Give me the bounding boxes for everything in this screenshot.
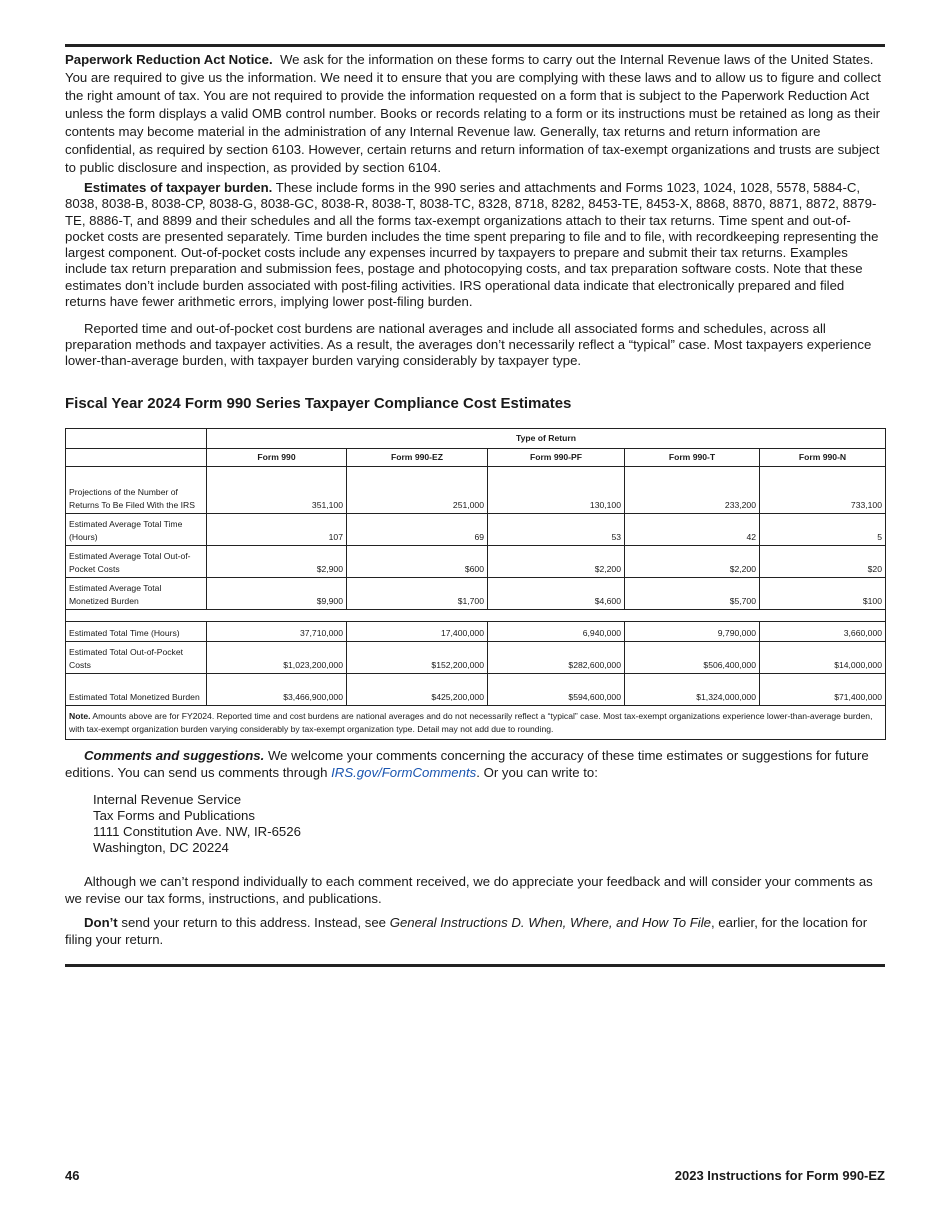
page-number: 46 [65, 1168, 80, 1183]
value-cell: $20 [760, 546, 886, 578]
corner-cell [66, 429, 207, 449]
form-comments-link[interactable]: IRS.gov/FormComments [331, 765, 477, 780]
row-label: Estimated Average Total Monetized Burden [66, 578, 207, 610]
comments-text-end: . Or you can write to: [476, 765, 598, 780]
value-cell: $3,466,900,000 [207, 674, 347, 706]
estimates-text: These include forms in the 990 series and attachments and Forms 1023, 1024, 1028, 5578, 5884-C, 8038, 8038-B, 8038-CP, 8038-G, 8038-GC, 8038-R, 8038-T, 8038-TC, 8328, 8718, 8282, 8453-TE, 8453-X, 8868, 8870, 8871, 8872, 8879-TE, 8886-T, and 8899 and their schedules and all the forms tax-exempt organizations attach to their tax returns. Time spent and out-of-pocket costs are presented separately. Time burden includes the time spent preparing to file and to file, with recordkeeping representing the largest component. Out-of-pocket costs include any expenses incurred by taxpayers to prepare and submit their tax returns. Examples include tax return preparation and submission fees, postage and photocopying costs, and tax preparation software costs. Note that these estimates don’t include burden associated with post-filing activities. IRS operational data indicate that electronically prepared and filed returns have fewer arithmetic errors, implying lower post-filing burden. [65, 180, 879, 310]
dont-paragraph [65, 914, 885, 948]
comments-title: Comments and suggestions. [84, 748, 265, 763]
comments-text: We welcome your comments concerning the accuracy of these time estimates or suggestions for future editions. You can send us comments through [65, 748, 869, 780]
value-cell: 17,400,000 [347, 622, 488, 642]
row-label: Estimated Total Monetized Burden [66, 674, 207, 706]
value-cell: 53 [488, 514, 625, 546]
table-row [66, 642, 886, 674]
value-cell: $71,400,000 [760, 674, 886, 706]
paperwork-title: Paperwork Reduction Act Notice. [65, 52, 273, 67]
bottom-rule [65, 964, 885, 967]
value-cell: $1,324,000,000 [625, 674, 760, 706]
value-cell: $14,000,000 [760, 642, 886, 674]
value-cell: $1,700 [347, 578, 488, 610]
value-cell: $4,600 [488, 578, 625, 610]
value-cell: $9,900 [207, 578, 347, 610]
value-cell: 3,660,000 [760, 622, 886, 642]
value-cell: $594,600,000 [488, 674, 625, 706]
col-header: Form 990-N [760, 449, 886, 467]
value-cell: 233,200 [625, 467, 760, 514]
address-line: Internal Revenue Service [93, 792, 242, 807]
paperwork-text: We ask for the information on these forms to carry out the Internal Revenue laws of the United States. You are required to give us the information. We need it to ensure that you are complying with these laws and to allow us to figure and collect the right amount of tax. You are not required to provide the information requested on a form that is subject to the Paperwork Reduction Act unless the form displays a valid OMB control number. Books or records relating to a form or its instructions must be retained as long as their contents may become material in the administration of any Internal Revenue law. Generally, tax returns and return information are confidential, as required by section 6103. However, certain returns and return information of tax-exempt organizations and trusts are subject to public disclosure and inspection, as provided by section 6104. [65, 52, 881, 175]
value-cell: $425,200,000 [347, 674, 488, 706]
row-label: Estimated Average Total Time (Hours) [66, 514, 207, 546]
group-header: Type of Return [207, 429, 886, 449]
value-cell: 69 [347, 514, 488, 546]
value-cell: 9,790,000 [625, 622, 760, 642]
paperwork-notice [65, 51, 885, 177]
value-cell: $2,200 [488, 546, 625, 578]
dont-text: send your return to this address. Instead, see [121, 915, 387, 930]
row-label: Estimated Total Out-of-Pocket Costs [66, 642, 207, 674]
value-cell: $2,200 [625, 546, 760, 578]
value-cell: 251,000 [347, 467, 488, 514]
dont-reference: General Instructions D. When, Where, and How To File [389, 915, 711, 930]
col-header: Form 990-EZ [347, 449, 488, 467]
value-cell: $600 [347, 546, 488, 578]
dont-text-end: , earlier, for the location for filing your return. [65, 915, 868, 947]
row-label: Estimated Average Total Out-of-Pocket Costs [66, 546, 207, 578]
value-cell: $100 [760, 578, 886, 610]
dont-bold: Don’t [84, 915, 118, 930]
value-cell: $506,400,000 [625, 642, 760, 674]
value-cell: 733,100 [760, 467, 886, 514]
estimates-paragraph [65, 180, 885, 310]
address-line: Washington, DC 20224 [93, 840, 229, 855]
address-line: Tax Forms and Publications [93, 808, 255, 823]
value-cell: 37,710,000 [207, 622, 347, 642]
col-header: Form 990 [207, 449, 347, 467]
table-row [66, 467, 886, 514]
value-cell: 42 [625, 514, 760, 546]
table-row [66, 578, 886, 610]
footer-title: 2023 Instructions for Form 990-EZ [674, 1168, 885, 1183]
value-cell: 351,100 [207, 467, 347, 514]
comments-paragraph [65, 747, 885, 781]
value-cell: 130,100 [488, 467, 625, 514]
note-label: Note. [69, 711, 91, 721]
value-cell: $282,600,000 [488, 642, 625, 674]
cost-estimates-table [65, 428, 886, 740]
col-header: Form 990-PF [488, 449, 625, 467]
value-cell: 5 [760, 514, 886, 546]
value-cell: $1,023,200,000 [207, 642, 347, 674]
respond-paragraph: Although we can’t respond individually to each comment received, we do appreciate your feedback and will consider your comments as we revise our tax forms, instructions, and publications. [65, 874, 873, 906]
col-header: Form 990-T [625, 449, 760, 467]
estimates-title: Estimates of taxpayer burden. [84, 180, 273, 195]
value-cell: 107 [207, 514, 347, 546]
row-label: Estimated Total Time (Hours) [66, 622, 207, 642]
table-row [66, 674, 886, 706]
blank-cell [66, 449, 207, 467]
table-row [66, 514, 886, 546]
table-note [66, 706, 886, 740]
address-line: 1111 Constitution Ave. NW, IR-6526 [93, 824, 301, 839]
table-row [66, 622, 886, 642]
note-text: Amounts above are for FY2024. Reported time and cost burdens are national averages and do not necessarily reflect a “typical” case. Most tax-exempt organizations experience lower-than-average burden, with tax-exempt organization burden varying considerably by tax-exempt organization type. Detail may not add due to rounding. [69, 711, 873, 734]
top-rule [65, 44, 885, 47]
reported-paragraph: Reported time and out-of-pocket cost burdens are national averages and include all associated forms and schedules, across all preparation methods and taxpayer activities. As a result, the averages don’t necessarily reflect a “typical” case. Most taxpayers experience lower-than-average burden, with taxpayer burden varying considerably by taxpayer type. [65, 321, 872, 368]
table-title: Fiscal Year 2024 Form 990 Series Taxpayer Compliance Cost Estimates [65, 395, 572, 412]
table-row [66, 546, 886, 578]
value-cell: $5,700 [625, 578, 760, 610]
value-cell: $2,900 [207, 546, 347, 578]
row-label: Projections of the Number of Returns To Be Filed With the IRS [66, 467, 207, 514]
value-cell: $152,200,000 [347, 642, 488, 674]
mailing-address [93, 792, 301, 856]
spacer-row [66, 610, 886, 622]
value-cell: 6,940,000 [488, 622, 625, 642]
